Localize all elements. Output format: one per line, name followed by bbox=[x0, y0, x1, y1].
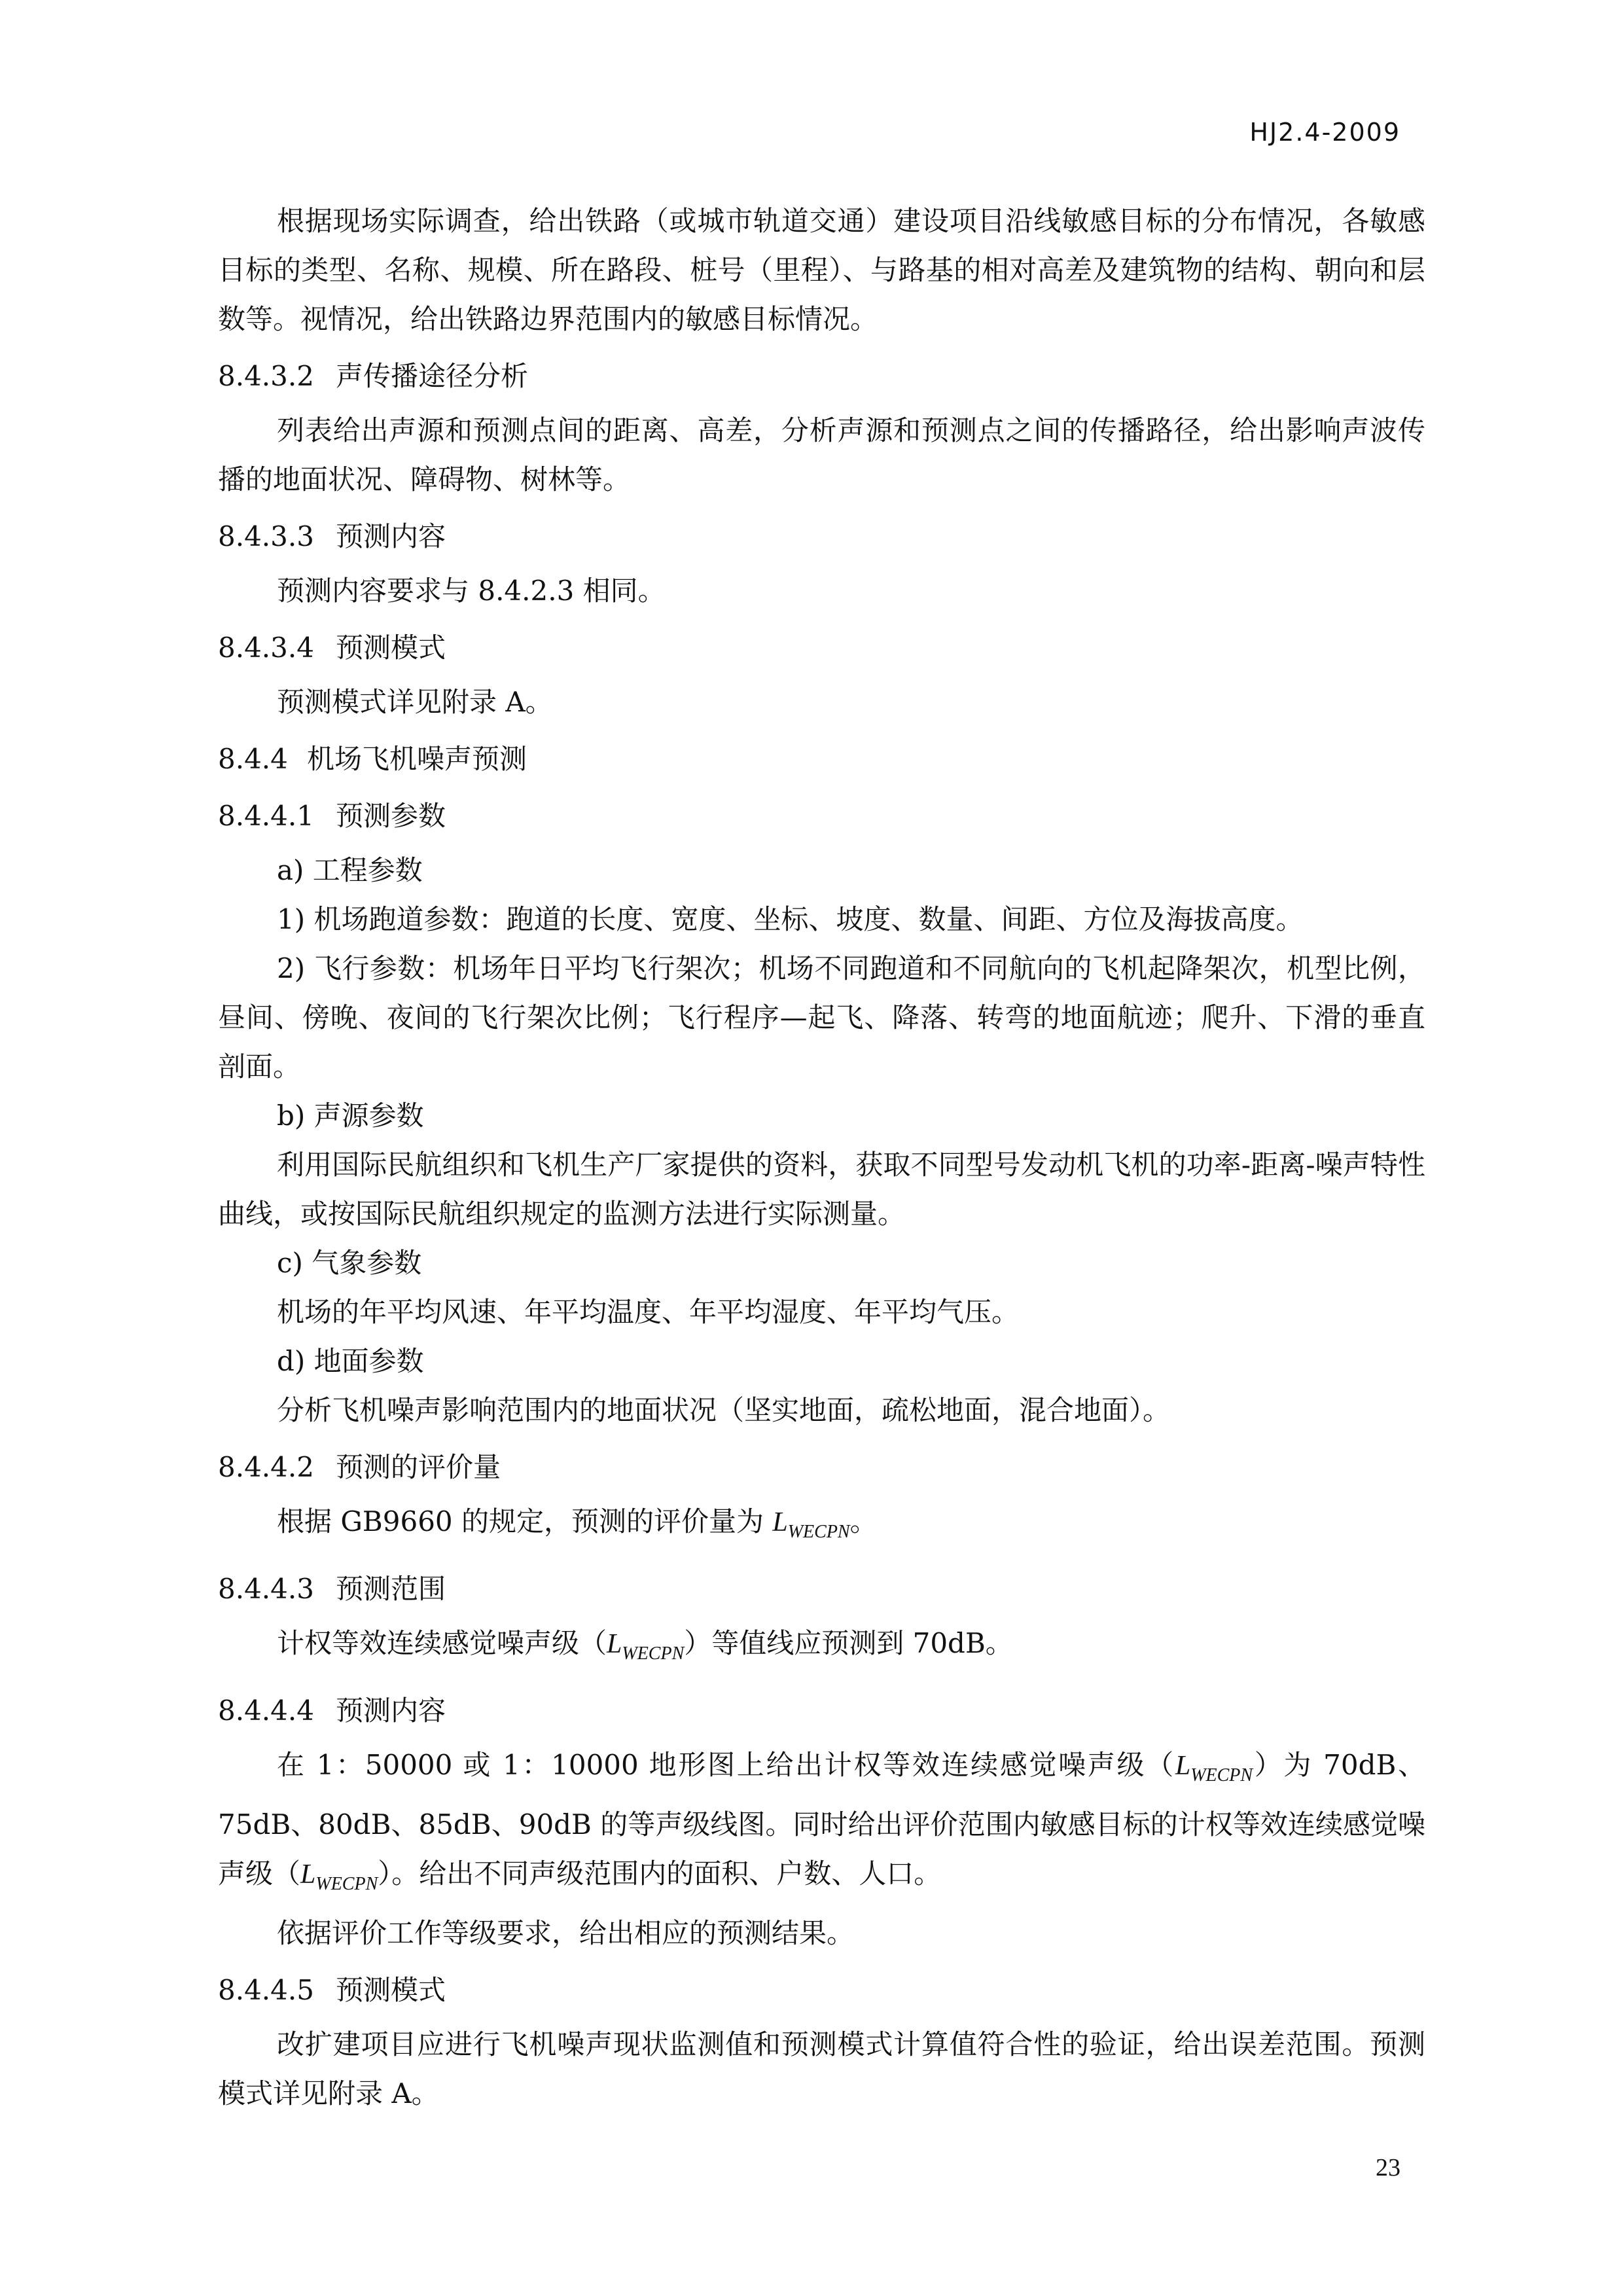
section-number: 8.4.4.4 bbox=[218, 1695, 314, 1727]
standard-code: HJ2.4-2009 bbox=[1249, 118, 1400, 147]
section-title: 预测范围 bbox=[336, 1573, 446, 1605]
section-number: 8.4.3.2 bbox=[218, 360, 314, 392]
section-title: 预测参数 bbox=[336, 800, 446, 832]
section-heading bbox=[218, 791, 1425, 840]
paragraph: 在 1：50000 或 1：10000 地形图上给出计权等效连续感觉噪声级$(L_{WECPN})$为 70dB、75dB、80dB、85dB、90dB 的等声级线图。同时给出评价范围内敏感目标的计权等效连续感觉噪声级$(L_{WECPN})$。给出不同声级范围内的面积、户数、人口。 bbox=[218, 1749, 1425, 1894]
section-heading bbox=[218, 1564, 1425, 1613]
section-heading bbox=[218, 623, 1425, 672]
section-title: 预测内容 bbox=[336, 1695, 446, 1727]
section-heading bbox=[218, 1443, 1425, 1492]
paragraph: 依据评价工作等级要求，给出相应的预测结果。 bbox=[277, 1917, 855, 1949]
paragraph: 根据现场实际调查，给出铁路（或城市轨道交通）建设项目沿线敏感目标的分布情况，各敏感目标的类型、名称、规模、所在路段、桩号（里程）、与路基的相对高差及建筑物的结构、朝向和层数等。视情况，给出铁路边界范围内的敏感目标情况。 bbox=[218, 205, 1425, 335]
paragraph: 预测模式详见附录 A。 bbox=[277, 686, 553, 718]
paragraph: 改扩建项目应进行飞机噪声现状监测值和预测模式计算值符合性的验证，给出误差范围。预测模式详见附录 A。 bbox=[218, 2028, 1425, 2109]
section-number: 8.4.4.3 bbox=[218, 1573, 314, 1605]
page-number: 23 bbox=[1376, 2154, 1400, 2181]
section-title: 机场飞机噪声预测 bbox=[307, 743, 527, 775]
section-title: 预测的评价量 bbox=[336, 1451, 501, 1483]
paragraph: 分析飞机噪声影响范围内的地面状况（坚实地面，疏松地面，混合地面）。 bbox=[277, 1394, 1171, 1426]
paragraph: 计权等效连续感觉噪声级$(L_{WECPN})$等值线应预测到 70dB。 bbox=[277, 1627, 1013, 1664]
symbol-l-wecpn: $L_{WECPN}$ bbox=[1175, 1751, 1253, 1785]
paragraph: 机场的年平均风速、年平均温度、年平均湿度、年平均气压。 bbox=[277, 1296, 1020, 1328]
section-number: 8.4.4.2 bbox=[218, 1451, 314, 1483]
section-number: 8.4.4.1 bbox=[218, 800, 314, 832]
section-heading bbox=[218, 1686, 1425, 1735]
document-body bbox=[218, 196, 1425, 2118]
list-item: d) 地面参数 bbox=[277, 1345, 424, 1377]
section-heading bbox=[218, 1965, 1425, 2015]
paragraph: 预测内容要求与 8.4.2.3 相同。 bbox=[277, 575, 666, 607]
section-number: 8.4.3.4 bbox=[218, 632, 314, 664]
section-title: 声传播途径分析 bbox=[336, 360, 529, 392]
section-title: 预测模式 bbox=[336, 1974, 446, 2006]
section-number: 8.4.4 bbox=[218, 743, 288, 775]
paragraph: 利用国际民航组织和飞机生产厂家提供的资料，获取不同型号发动机飞机的功率-距离-噪声特性曲线，或按国际民航组织规定的监测方法进行实际测量。 bbox=[218, 1149, 1425, 1230]
paragraph: 1) 机场跑道参数：跑道的长度、宽度、坐标、坡度、数量、间距、方位及海拔高度。 bbox=[277, 903, 1304, 935]
list-item: c) 气象参数 bbox=[277, 1247, 422, 1279]
section-heading bbox=[218, 351, 1425, 401]
section-title: 预测内容 bbox=[336, 520, 446, 552]
symbol-l-wecpn: $L_{WECPN}$ bbox=[772, 1507, 850, 1542]
list-item: a) 工程参数 bbox=[277, 854, 423, 886]
paragraph: 2) 飞行参数：机场年日平均飞行架次；机场不同跑道和不同航向的飞机起降架次，机型比例，昼间、傍晚、夜间的飞行架次比例；飞行程序—起飞、降落、转弯的地面航迹；爬升、下滑的垂直剖面。 bbox=[218, 952, 1425, 1083]
section-number: 8.4.4.5 bbox=[218, 1974, 314, 2006]
paragraph: 列表给出声源和预测点间的距离、高差，分析声源和预测点之间的传播路径，给出影响声波传播的地面状况、障碍物、树林等。 bbox=[218, 414, 1425, 495]
symbol-l-wecpn: $L_{WECPN}$ bbox=[300, 1859, 378, 1894]
paragraph: 根据 GB9660 的规定，预测的评价量为 $L_{WECPN}$。 bbox=[277, 1505, 878, 1542]
section-heading bbox=[218, 734, 1425, 783]
list-item: b) 声源参数 bbox=[277, 1100, 424, 1132]
section-title: 预测模式 bbox=[336, 632, 446, 664]
section-heading bbox=[218, 512, 1425, 561]
section-number: 8.4.3.3 bbox=[218, 520, 314, 552]
symbol-l-wecpn: $L_{WECPN}$ bbox=[607, 1629, 685, 1664]
